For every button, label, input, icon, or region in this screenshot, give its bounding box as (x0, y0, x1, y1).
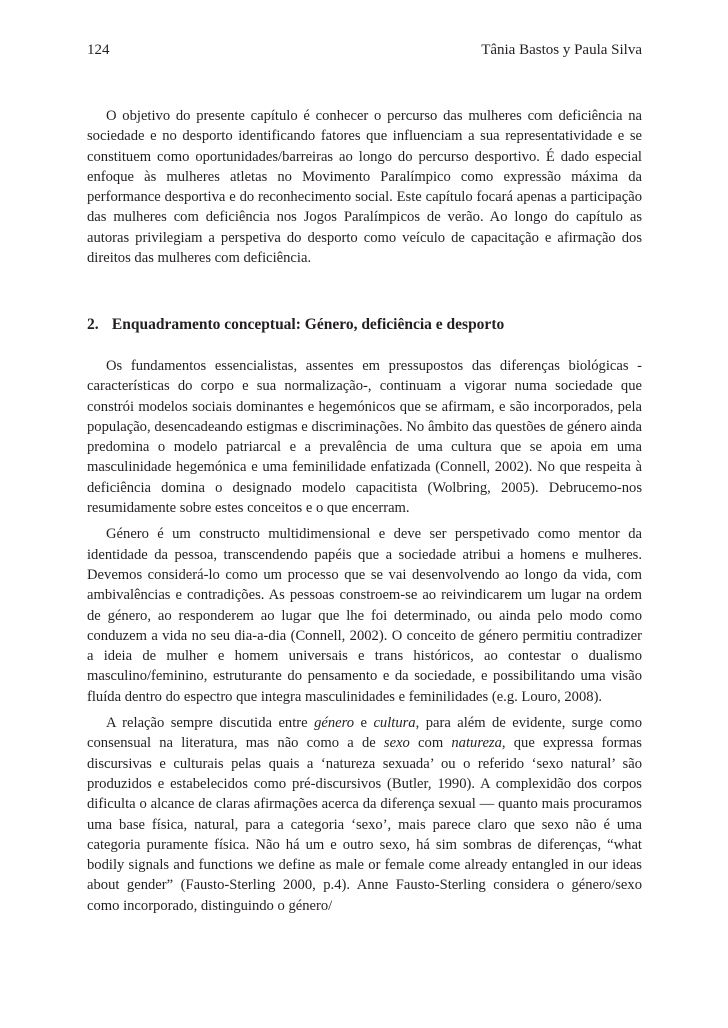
section-title: Enquadramento conceptual: Género, deficiência e desporto (111, 316, 505, 333)
section-number: 2. (87, 316, 99, 333)
text-run: com (409, 735, 452, 752)
body-paragraph-3 (87, 713, 642, 916)
text-run: e (354, 715, 374, 732)
italic-term-cultura: cultura (373, 715, 416, 732)
text-run: , que expressa formas discursivas e culturais pelas quais a ‘natureza sexuada’ ou o referido ‘sexo natural’ são produzidos e estabelecidos como pré-discursivos (Butler, 1990). A complexidão dos corpos dificulta o alcance de claras afirmações acerca da diferença sexual — quanto mais procuramos uma base física, natural, para a categoria ‘sexo’, mais parece claro que sexo não é uma categoria puramente física. Não há um e outro sexo, há sim sombras de diferenças, “what bodily signals and functions we define as male or female come already entangled in our ideas about gender” (Fausto-Sterling 2000, p.4). Anne Fausto-Sterling considera o género/sexo como incorporado, distinguindo o género/ (87, 735, 642, 914)
body-paragraph-1: Os fundamentos essencialistas, assentes em pressupostos das diferenças biológicas -características do corpo e sua normalização-, continuam a vigorar numa sociedade que constrói modelos sociais dominantes e hegemónicos que se afirmam, e são incorporados, pela população, desencadeando estigmas e discriminações. No âmbito das questões de género ainda predomina o modelo patriarcal e a prevalência de uma cultura que se apoia em uma masculinidade hegemónica e uma feminilidade enfatizada (Connell, 2002). No que respeita à deficiência domina o designado modelo capacitista (Wolbring, 2005). Debrucemo-nos resumidamente sobre estes conceitos e o que encerram. (87, 358, 642, 517)
text-run: , para além de evidente, surge como consensual na literatura, mas não como a de (87, 715, 643, 752)
section-body (87, 356, 642, 916)
italic-term-natureza: natureza (451, 735, 502, 752)
body-paragraph-2: Género é um constructo multidimensional e deve ser perspetivado como mentor da identidade da pessoa, transcendendo papéis que a sociedade atribui a homens e mulheres. Devemos considerá-lo como um processo que se vai desenvolvendo ao longo da vida, com ambivalências e contradições. As pessoas constroem-se ao reivindicarem um lugar na ordem de género, ao responderem ao lugar que lhe foi determinado, ou ainda pelo modo como conduzem a vida no seu dia-a-dia (Connell, 2002). O conceito de género permitiu contradizer a ideia de mulher e homem universais e trans históricos, ao contestar o dualismo masculino/feminino, estruturante do pensamento e da sociedade, e possibilitando uma visão fluída dentro do espectro que integra masculinidades e feminilidades (e.g. Louro, 2008). (87, 526, 642, 705)
section-heading (87, 314, 642, 336)
running-head-authors: Tânia Bastos y Paula Silva (481, 42, 642, 58)
page-header (87, 40, 642, 60)
italic-term-sexo: sexo (383, 735, 410, 752)
italic-term-genero: género (314, 715, 355, 732)
book-page (87, 0, 642, 1028)
intro-section (87, 106, 642, 268)
intro-paragraph: O objetivo do presente capítulo é conhecer o percurso das mulheres com deficiência na sociedade e no desporto identificando fatores que influenciam a sua representatividade e se constituem como oportunidades/barreiras ao longo do percurso desportivo. É dado especial enfoque às mulheres atletas no Movimento Paralímpico como expressão máxima da performance desportiva e do reconhecimento social. Este capítulo focará apenas a participação das mulheres com deficiência nos Jogos Paralímpicos de verão. Ao longo do capítulo as autoras privilegiam a perspetiva do desporto como veículo de capacitação e afirmação dos direitos das mulheres com deficiência. (87, 108, 642, 267)
page-number: 124 (87, 42, 110, 58)
text-run: A relação sempre discutida entre (106, 715, 315, 732)
